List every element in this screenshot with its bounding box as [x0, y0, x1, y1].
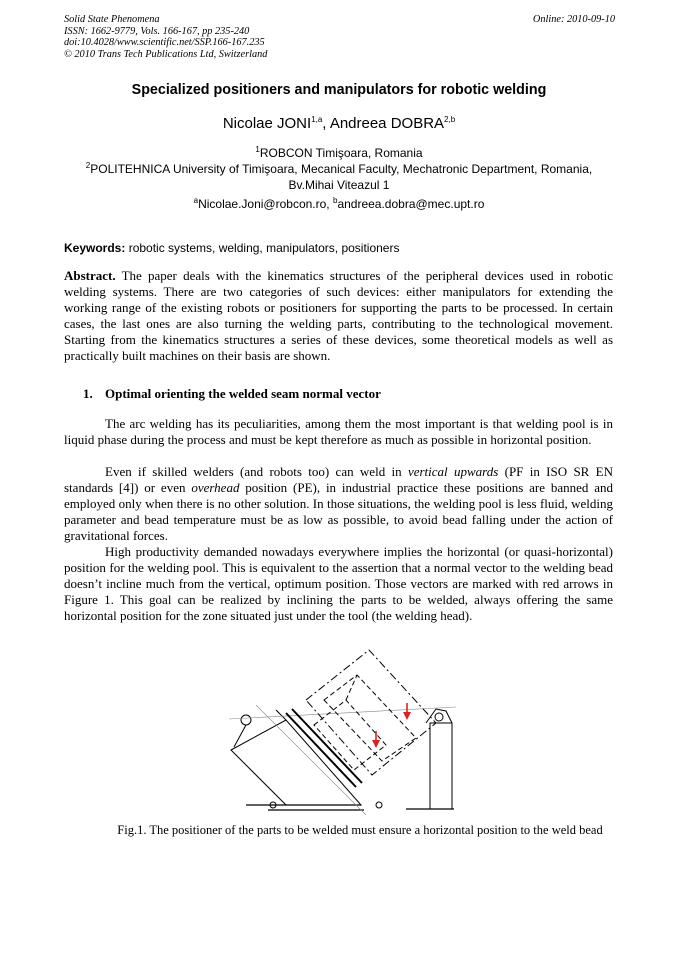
section-number: 1.: [83, 386, 93, 401]
journal-header: [64, 14, 267, 60]
aff2-line2: Bv.Mihai Viteazul 1: [288, 178, 390, 192]
aff1-sup: 1: [255, 145, 260, 154]
section-title: Optimal orienting the welded seam normal vector: [105, 386, 381, 401]
p2-text-a: Even if skilled welders (and robots too) can weld in: [105, 464, 408, 479]
keywords-text: robotic systems, welding, manipulators, positioners: [125, 241, 400, 255]
author-1-sup: 1,a: [311, 115, 323, 124]
journal-name: Solid State Phenomena: [64, 14, 160, 25]
emails: [64, 196, 614, 212]
email-a-sup: a: [193, 196, 199, 205]
section-heading: [83, 386, 381, 402]
issn: ISSN: 1662-9779, Vols. 166-167, pp 235-240: [64, 25, 250, 37]
paragraph-1: The arc welding has its peculiarities, among them the most important is that welding pool is in liquid phase during the process and must be kept therefore as much as possible in horizontal position.: [64, 416, 613, 447]
abstract-label: Abstract.: [64, 268, 116, 283]
author-1: Nicolae JONI: [222, 115, 312, 132]
doi[interactable]: doi:10.4028/www.scientific.net/SSP.166-167.235: [64, 37, 265, 49]
aff2-sup: 2: [85, 161, 91, 170]
figure-1: [226, 645, 466, 822]
affiliation-2: [64, 161, 614, 193]
online-date: Online: 2010-09-10: [532, 14, 615, 25]
email-b-sup: b: [332, 196, 338, 205]
paragraph-3: High productivity demanded nowadays everywhere implies the horizontal (or quasi-horizontal) position for the welding pool. This is equivalent to the assertion that a normal vector to the welding bead doesn’t incline much from the vertical, optimum position. Those vectors are marked with red arrows in Figure 1. This goal can be realized by inclining the parts to be welded, always offering the same horizontal position for the zone situated just under the tool (the welding head).: [64, 544, 613, 623]
keywords-label: Keywords:: [64, 241, 126, 255]
author-2-sup: 2,b: [444, 115, 456, 124]
copyright: © 2010 Trans Tech Publications Ltd, Switzerland: [64, 48, 268, 60]
aff2-line1: POLITEHNICA University of Timişoara, Mecanical Faculty, Mechatronic Department, Romania,: [90, 162, 593, 176]
paper-title: Specialized positioners and manipulators for robotic welding: [131, 82, 547, 98]
keywords: [64, 241, 624, 255]
p2-text-c: position (PE), in industrial practice these positions are banned and employed only when there is no other solution. In those situations, the welding pool is less fluid, welding parameter and bead temperature must be as low as possible, to avoid bead falling under the action of gravitational forces.: [64, 480, 613, 543]
author-separator: ,: [322, 115, 330, 132]
p2-emphasis-vertical: vertical upwards: [407, 464, 499, 479]
abstract: [64, 268, 613, 364]
paragraph-2: [64, 464, 613, 544]
abstract-text: The paper deals with the kinematics structures of the peripheral devices used in robotic welding systems. There are two categories of such devices: either manipulators for extending the working range of the existing robots or positioners for supporting the parts to be processed. In certain cases, the last ones are also turning the welding parts, contributing to the technological movement. Starting from the kinematics structures a series of these devices, some theoretical models as well as practically built machines on their basis are shown.: [64, 268, 613, 363]
positioner-drawing: [226, 645, 466, 817]
email-a[interactable]: Nicolae.Joni@robcon.ro,: [198, 197, 333, 211]
affiliation-1: [64, 145, 614, 161]
figure-caption: Fig.1. The positioner of the parts to be welded must ensure a horizontal position to the weld bead: [117, 823, 603, 837]
p2-text-b: (PF in ISO SR EN standards [4]) or even: [64, 464, 613, 495]
email-b[interactable]: andreea.dobra@mec.upt.ro: [337, 197, 485, 211]
p2-emphasis-overhead: overhead: [191, 480, 240, 495]
author-2: Andreea DOBRA: [329, 115, 445, 132]
aff1-text: ROBCON Timişoara, Romania: [259, 146, 423, 160]
authors-line: [0, 115, 678, 132]
